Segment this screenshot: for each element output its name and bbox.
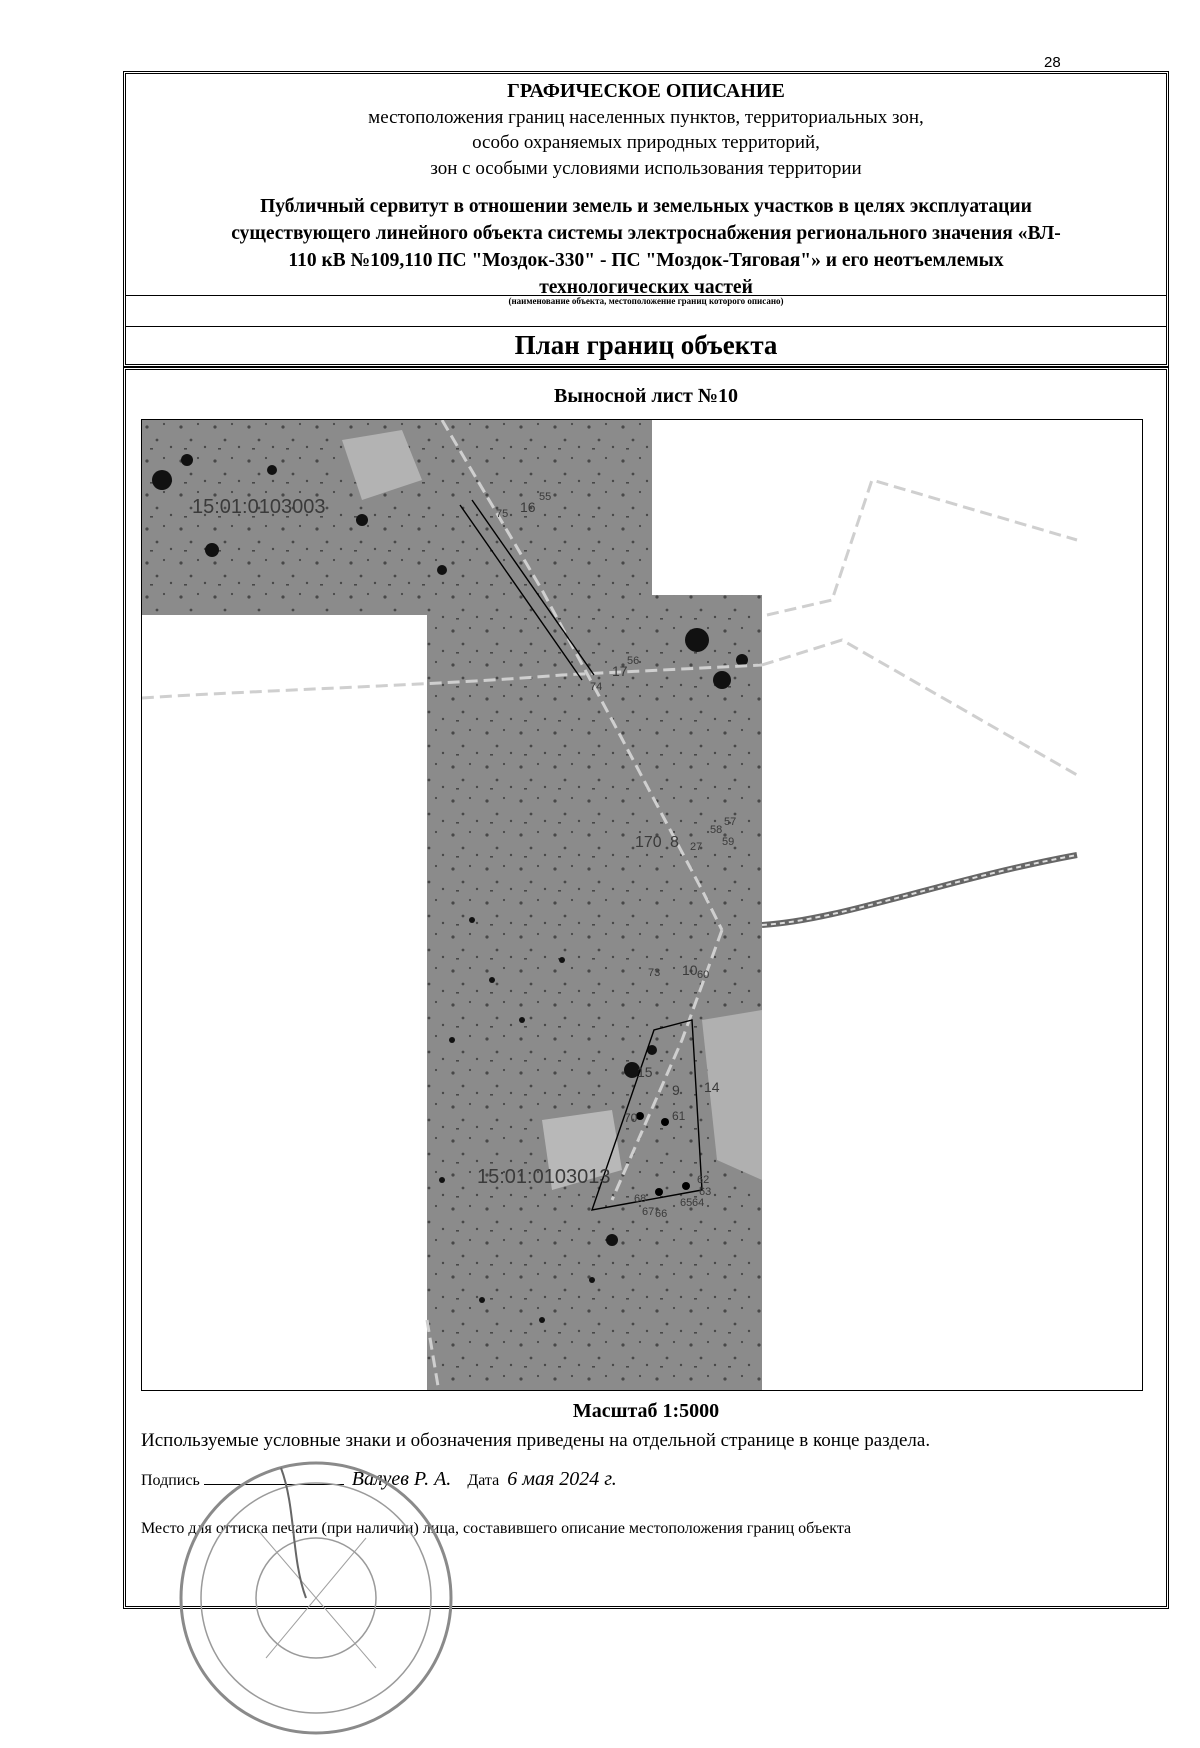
- point-label: 9: [672, 1082, 680, 1098]
- point-label: 15: [637, 1064, 653, 1080]
- doc-title: ГРАФИЧЕСКОЕ ОПИСАНИЕ: [507, 80, 785, 102]
- point-label: 62: [697, 1174, 710, 1186]
- document-frame: [123, 71, 1167, 1605]
- object-line-3: 110 кВ №109,110 ПС "Моздок-330" - ПС "Моздок-Тяговая"» и его неотъемлемых: [288, 250, 1004, 271]
- point-label: 170: [635, 834, 662, 851]
- plan-box: [123, 367, 1169, 1609]
- seal-note: Место для оттиска печати (при наличии) лица, составившего описание местоположения границ объекта: [141, 1520, 852, 1537]
- legend-note: Используемые условные знаки и обозначения приведены на отдельной странице в конце раздела.: [141, 1430, 931, 1451]
- object-line-1: Публичный сервитут в отношении земель и земельных участков в целях эксплуатации: [260, 196, 1032, 217]
- signature-label: Подпись: [141, 1472, 200, 1489]
- point-label: 66: [655, 1208, 668, 1220]
- seal-stamp: [166, 1448, 466, 1748]
- point-label: 75: [496, 508, 509, 520]
- point-label: 70: [624, 1111, 638, 1125]
- point-label: 68: [634, 1193, 647, 1205]
- point-label: 67: [642, 1206, 655, 1218]
- point-label: 16: [520, 499, 536, 515]
- point-label: 14: [704, 1079, 720, 1095]
- point-label: 59: [722, 836, 735, 848]
- date-label: Дата: [467, 1472, 500, 1489]
- sheet-title: Выносной лист №10: [554, 385, 738, 407]
- point-label: 60: [697, 969, 710, 981]
- vegetation-texture: [142, 420, 762, 1390]
- header-box: [123, 71, 1169, 367]
- point-label: 65: [680, 1197, 693, 1209]
- point-label: 57: [724, 816, 737, 828]
- parcel-label: 15:01:0103013: [477, 1166, 611, 1188]
- subtitle-line-2: особо охраняемых природных территорий,: [472, 132, 820, 153]
- point-label: 8: [670, 834, 679, 851]
- signer-name: Валуев Р. А.: [351, 1468, 452, 1490]
- subtitle-line-1: местоположения границ населенных пунктов, территориальных зон,: [368, 107, 924, 128]
- map-canvas: [142, 420, 1142, 1390]
- object-note: (наименование объекта, местоположение границ которого описано): [508, 296, 784, 306]
- point-label: 10: [682, 962, 698, 978]
- map-area: [141, 419, 1143, 1391]
- point-label: 56: [627, 655, 640, 667]
- scale-label: Масштаб 1:5000: [572, 1400, 720, 1422]
- subtitle-line-3: зон с особыми условиями использования территории: [430, 158, 862, 179]
- point-label: 64: [692, 1197, 705, 1209]
- parcel-label: 15:01:0103003: [192, 496, 326, 518]
- point-label: 63: [699, 1186, 712, 1198]
- page-number: 28: [1044, 54, 1061, 71]
- object-line-2: существующего линейного объекта системы электроснабжения регионального значения «ВЛ-: [231, 223, 1061, 244]
- plan-title: План границ объекта: [514, 330, 778, 360]
- point-label: 61: [672, 1109, 686, 1123]
- point-label: 73: [648, 967, 661, 979]
- signature-date: 6 мая 2024 г.: [507, 1468, 617, 1490]
- point-label: 74: [590, 681, 603, 693]
- object-name: [146, 193, 1146, 301]
- point-label: 58: [710, 824, 723, 836]
- object-line-4: технологических частей: [539, 277, 753, 298]
- point-label: 27: [690, 841, 703, 853]
- point-label: 17: [612, 663, 628, 679]
- point-label: 55: [539, 491, 552, 503]
- plan-divider: [126, 326, 1166, 327]
